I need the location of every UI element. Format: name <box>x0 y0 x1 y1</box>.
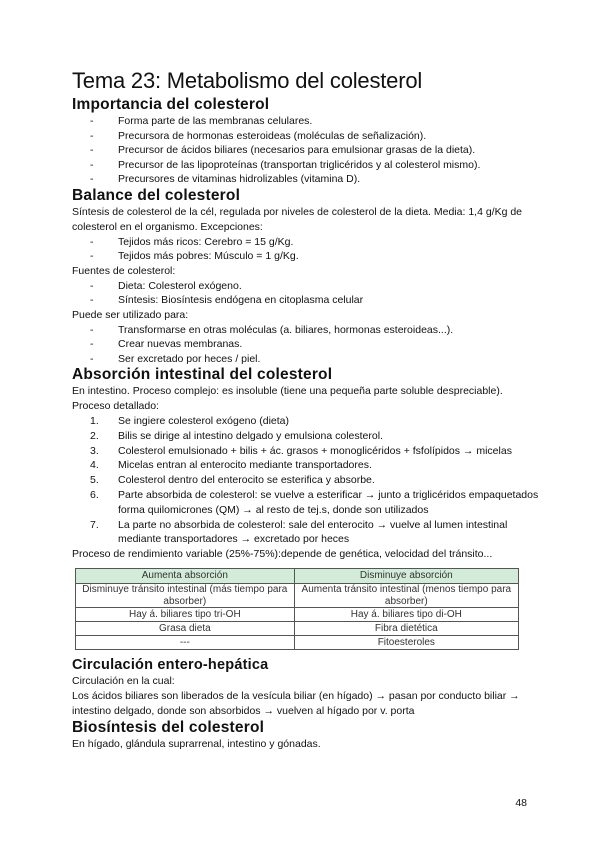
table-row <box>76 584 519 608</box>
detalle-label: Proceso detallado: <box>72 400 159 412</box>
step-number: 6. <box>90 488 99 501</box>
absorcion-table <box>75 568 519 650</box>
list-item: - Crear nuevas membranas. <box>90 337 542 352</box>
step-number: 2. <box>90 429 99 442</box>
table-row <box>76 636 519 650</box>
list-item: - Ser excretado por heces / piel. <box>90 352 542 367</box>
excepciones-list <box>72 235 542 264</box>
table-header-row <box>76 569 519 584</box>
step-item <box>90 488 542 518</box>
biosintesis-text: En hígado, glándula suprarrenal, intestino y gónadas. <box>72 738 321 751</box>
usos-label: Puede ser utilizado para: <box>72 308 189 321</box>
section-heading-biosintesis: Biosíntesis del colesterol <box>72 719 265 737</box>
list-item: - Tejidos más ricos: Cerebro = 15 g/Kg. <box>90 235 542 250</box>
absorcion-intro: En intestino. Proceso complejo: es insoluble (tiene una pequeña parte soluble despreciable). <box>72 385 503 397</box>
step-text: Parte absorbida de colesterol: se vuelve a esterificar → junto a triglicéridos empaquetados forma quilomicrones (QM) → al resto de tej.s, donde son utilizados <box>118 488 539 516</box>
section-heading-importancia: Importancia del colesterol <box>72 96 270 113</box>
section-heading-circulacion: Circulación entero-hepática <box>72 657 269 674</box>
circulacion-text: Los ácidos biliares son liberados de la vesícula biliar (en hígado) → pasan por conducto biliar → intestino delgado, donde son absorbidos → vuelven al hígado por v. porta <box>72 690 520 718</box>
step-item <box>90 444 542 459</box>
list-item: - Precursor de ácidos biliares (necesarios para emulsionar grasas de la dieta). <box>90 143 542 158</box>
list-item: - Tejidos más pobres: Músculo = 1 g/Kg. <box>90 249 542 264</box>
step-number: 3. <box>90 444 99 457</box>
step-number: 5. <box>90 474 99 487</box>
usos-list <box>72 323 542 367</box>
step-text: Bilis se dirige al intestino delgado y emulsiona colesterol. <box>118 429 383 442</box>
absorcion-steps <box>72 414 542 547</box>
fuentes-label: Fuentes de colesterol: <box>72 264 176 277</box>
list-item: - Transformarse en otras moléculas (a. biliares, hormonas esteroideas...). <box>90 323 542 338</box>
document-page <box>72 68 542 752</box>
table-row <box>76 608 519 622</box>
table-row <box>76 622 519 636</box>
list-item: - Síntesis: Biosíntesis endógena en citoplasma celular <box>90 293 542 308</box>
step-text: La parte no absorbida de colesterol: sale del enterocito → vuelve al lumen intestinal mediante transportadores → excretado por heces <box>118 518 508 546</box>
circulacion-label: Circulación en la cual: <box>72 675 175 688</box>
step-text: Micelas entran al enterocito mediante transportadores. <box>118 459 372 472</box>
table-cell: Fibra dietética <box>294 622 518 636</box>
section-heading-absorcion: Absorción intestinal del colesterol <box>72 366 333 383</box>
list-item: - Dieta: Colesterol exógeno. <box>90 279 542 294</box>
list-item: - Precursor de las lipoproteínas (transportan triglicéridos y al colesterol mismo). <box>90 158 542 173</box>
table-cell: Hay á. biliares tipo tri-OH <box>76 608 295 622</box>
balance-intro: Síntesis de colesterol de la cél, regulada por niveles de colesterol de la dieta. Media: 1,4 g/Kg de colesterol en el organismo. Excepciones: <box>72 205 523 233</box>
table-cell: Grasa dieta <box>76 622 295 636</box>
table-cell: Fitoesteroles <box>294 636 518 650</box>
list-item: - Precursores de vitaminas hidrolizables (vitamina D). <box>90 172 542 187</box>
step-number: 7. <box>90 518 99 531</box>
step-text: Se ingiere colesterol exógeno (dieta) <box>118 415 290 427</box>
table-cell: Hay á. biliares tipo di-OH <box>294 608 518 622</box>
table-cell: --- <box>76 636 295 650</box>
page-title: Tema 23: Metabolismo del colesterol <box>72 68 423 93</box>
step-item <box>90 458 542 473</box>
fuentes-list <box>72 279 542 308</box>
page-number: 48 <box>515 797 527 809</box>
step-item <box>90 473 542 488</box>
step-text: Colesterol emulsionado + bilis + ác. grasos + monoglicéridos + fsfolípidos → micelas <box>118 444 512 457</box>
list-item: - Precursora de hormonas esteroideas (moléculas de señalización). <box>90 129 542 144</box>
list-item: - Forma parte de las membranas celulares. <box>90 114 542 129</box>
table-cell: Disminuye tránsito intestinal (más tiempo para absorber) <box>76 584 295 608</box>
step-number: 1. <box>90 415 99 427</box>
step-item <box>90 518 542 548</box>
step-number: 4. <box>90 459 99 472</box>
section-heading-balance: Balance del colesterol <box>72 186 241 204</box>
rendimiento-text: Proceso de rendimiento variable (25%-75%):depende de genética, velocidad del tránsito... <box>72 548 493 561</box>
importancia-list <box>72 114 542 187</box>
step-text: Colesterol dentro del enterocito se esterifica y absorbe. <box>118 474 375 487</box>
table-header: Aumenta absorción <box>76 569 295 584</box>
step-item <box>90 429 542 444</box>
table-cell: Aumenta tránsito intestinal (menos tiempo para absorber) <box>294 584 518 608</box>
step-item <box>90 414 542 429</box>
table-header: Disminuye absorción <box>294 569 518 584</box>
